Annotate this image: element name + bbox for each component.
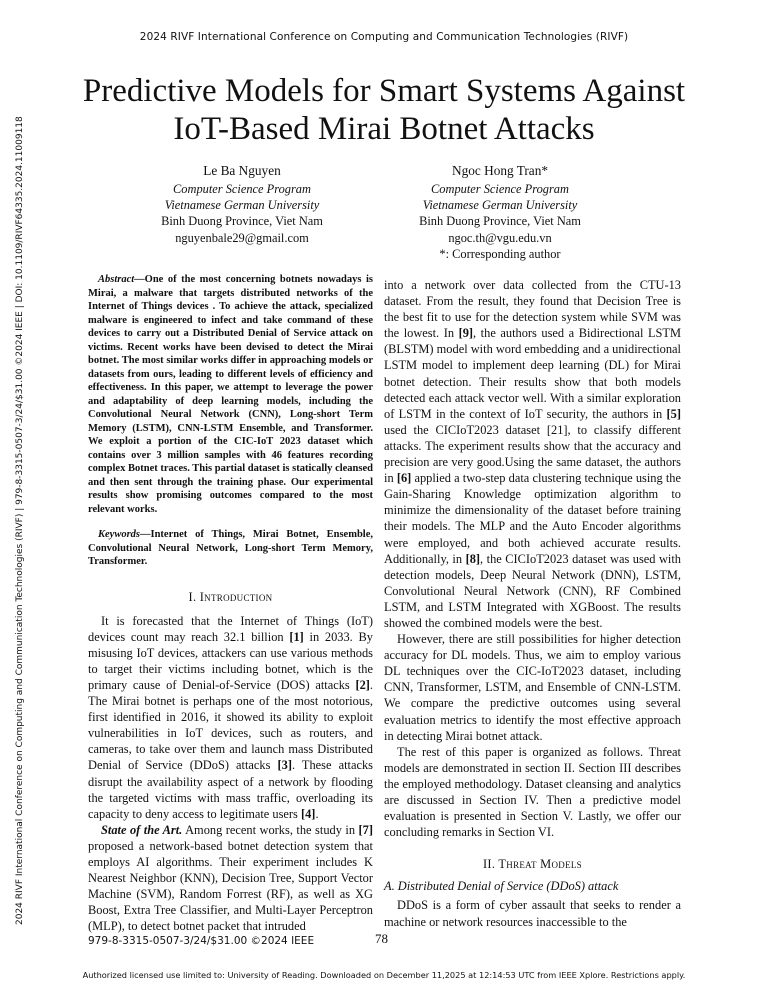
author-program: Computer Science Program — [431, 182, 569, 196]
citation[interactable]: [5] — [666, 406, 681, 421]
citation[interactable]: [9] — [458, 326, 474, 341]
keywords-label: Keywords — [98, 529, 140, 540]
right-column — [384, 277, 681, 930]
author-name: Le Ba Nguyen — [203, 163, 281, 178]
citation[interactable]: [2] — [355, 677, 370, 692]
section-heading-threat-models: II. Threat Models — [482, 857, 582, 872]
author-name: Ngoc Hong Tran* — [451, 163, 549, 178]
author-location: Binh Duong Province, Viet Nam — [419, 214, 581, 229]
side-doi-text: 2024 RIVF International Conference on Computing and Communication Technologies (RIVF) | 979-8-3315-0507-3/24/$31.00 ©2024 IEEE | DOI: 10.1109/RIVF64335.2024.11009118 — [15, 116, 25, 925]
abstract — [88, 273, 373, 516]
author-email: ngoc.th@vgu.edu.vn — [448, 230, 552, 245]
intro-paragraph-1: It is forecasted that the Internet of Things (IoT) devices count may reach 32.1 billion [1] in 2033. By misusing IoT devices, attackers can use various methods to target their victims including botnet, which is the primary cause of Denial-of-Service (DOS) attacks [2]. The Mirai botnet is perhaps one of the most notorious, first identified in 2016, it showed its ability to exploit vulnerabilities in IoT devices, such as routers, and cameras, to take over them and launch mass Distributed Denial of Service (DDoS) attacks [3]. These attacks disrupt the availability aspect of a network by flooding the targeted victims with mass traffic, overloading its capacity to deny access to legitimate users [4]. — [88, 613, 373, 821]
state-of-art-label: State of the Art. — [101, 822, 183, 837]
subsection-heading-ddos: A. Distributed Denial of Service (DDoS) attack — [384, 879, 619, 894]
organization-paragraph: The rest of this paper is organized as follows. Threat models are demonstrated in section II. Section III describes the employed methodology. Dataset cleansing and analytics are discussed in Section IV. Then a predictive model evaluation is presented in Section V. Lastly, we offer our concluding remarks in Section VI. — [384, 744, 681, 840]
aim-paragraph: However, there are still possibilities for higher detection accuracy for DL models. Thus, we aim to employ various DL techniques over the CIC-IoT2023 dataset, including CNN, Transformer, LSTM, and Ensemble of CNN-LSTM. We compare the predictive outcomes using several evaluation metrics to identify the most effective approach in detecting Mirai botnet attack. — [384, 632, 681, 743]
author-email: nguyenbale29@gmail.com — [175, 230, 309, 245]
keywords-text: —Internet of Things, Mirai Botnet, Ensemble, Convolutional Neural Network, Long-short Term Memory, Transformer. — [88, 529, 373, 567]
author-location: Binh Duong Province, Viet Nam — [161, 214, 323, 229]
abstract-label: Abstract — [98, 274, 135, 285]
page-number: 78 — [375, 931, 388, 946]
author-block-1 — [127, 162, 357, 246]
left-column — [88, 273, 373, 934]
citation[interactable]: [3] — [277, 758, 292, 773]
paper-title: Predictive Models for Smart Systems Against IoT-Based Mirai Botnet Attacks — [82, 73, 686, 147]
citation[interactable]: [1] — [289, 629, 304, 644]
abstract-text: —One of the most concerning botnets nowadays is Mirai, a malware that targets distributed networks of the Internet of Things devices . To achieve the attack, specialized malware is engineered to infect and take command of these devices to carry out a Distributed Denial of Service attack on victims. Recent works have been devised to detect the Mirai botnet. The most similar works differ in approaching models or datasets from ours, leading to different levels of efficiency and effectiveness. In this paper, we attempt to leverage the power and adaptability of deep learning models, including the Convolutional Neural Network (CNN), Long-short Term Memory (LSTM), CNN-LSTM Ensemble, and Transformer. We exploit a portion of the CIC-IoT 2023 dataset which contains over 3 million samples with 46 features recording complex Botnet traces. This partial dataset is statically cleansed and then sent through the training phase. Our experimental results show promising outcomes compared to the most relevant works. — [88, 274, 373, 515]
license-notice: Authorized licensed use limited to: University of Reading. Downloaded on December 11,2025 at 12:14:53 UTC from IEEE Xplore. Restrictions apply. — [82, 970, 686, 980]
author-university: Vietnamese German University — [164, 198, 320, 213]
keywords — [88, 528, 373, 569]
citation[interactable]: [8] — [465, 551, 481, 566]
author-program: Computer Science Program — [173, 182, 311, 196]
citation[interactable]: [7] — [358, 822, 373, 837]
footer-isbn: 979-8-3315-0507-3/24/$31.00 ©2024 IEEE — [88, 935, 315, 947]
author-block-2 — [385, 162, 615, 262]
corresponding-author-note: *: Corresponding author — [439, 246, 561, 261]
related-work-paragraph: into a network over data collected from the CTU-13 dataset. From the result, they found that Decision Tree is the best fit to use for the detection system while SVM was the lowest. In [9], the authors used a Bidirectional LSTM (BLSTM) model with word embedding and a unidirectional LSTM model to implement deep learning (DL) for Mirai botnet detection. Their results show that both models detected each attack vector well. With a similar exploration of LSTM in the context of IoT security, the authors in [5] used the CICIoT2023 dataset [21], to classify different attacks. The experiment results show that the accuracy and precision are very good.Using the same dataset, the authors in [6] applied a two-step data clustering technique using the Gain-Sharing Knowledge optimization algorithm to minimize the dimensionality of the dataset before training their models. The MLP and the Auto Encoder algorithms were employed, and both achieved accurate results. Additionally, in [8], the CICIoT2023 dataset was used with detection models, Deep Neural Network (DNN), LSTM, Convolutional Neural Network (CNN), RF Combined LSTM, and LSTM Integrated with XGBoost. The results showed the combined models were the best. — [384, 278, 682, 630]
citation[interactable]: [4] — [300, 806, 316, 821]
intro-paragraph-2: State of the Art. Among recent works, the study in [7] proposed a network-based botnet detection system that employs AI algorithms. Their experiment includes K Nearest Neighbor (KNN), Decision Tree, Support Vector Machine (SVM), Random Forrest (RF), as well as XG Boost, Extra Tree Classifier, and Multi-Layer Perceptron (MLP), to detect botnet packet that intruded — [88, 822, 373, 934]
section-heading-introduction: I. Introduction — [188, 589, 273, 604]
ddos-paragraph: DDoS is a form of cyber assault that seeks to render a machine or network resources inaccessible to the — [384, 898, 681, 929]
author-university: Vietnamese German University — [422, 198, 578, 213]
citation[interactable]: [6] — [396, 471, 412, 486]
conference-header: 2024 RIVF International Conference on Computing and Communication Technologies (RIVF) — [139, 31, 629, 43]
